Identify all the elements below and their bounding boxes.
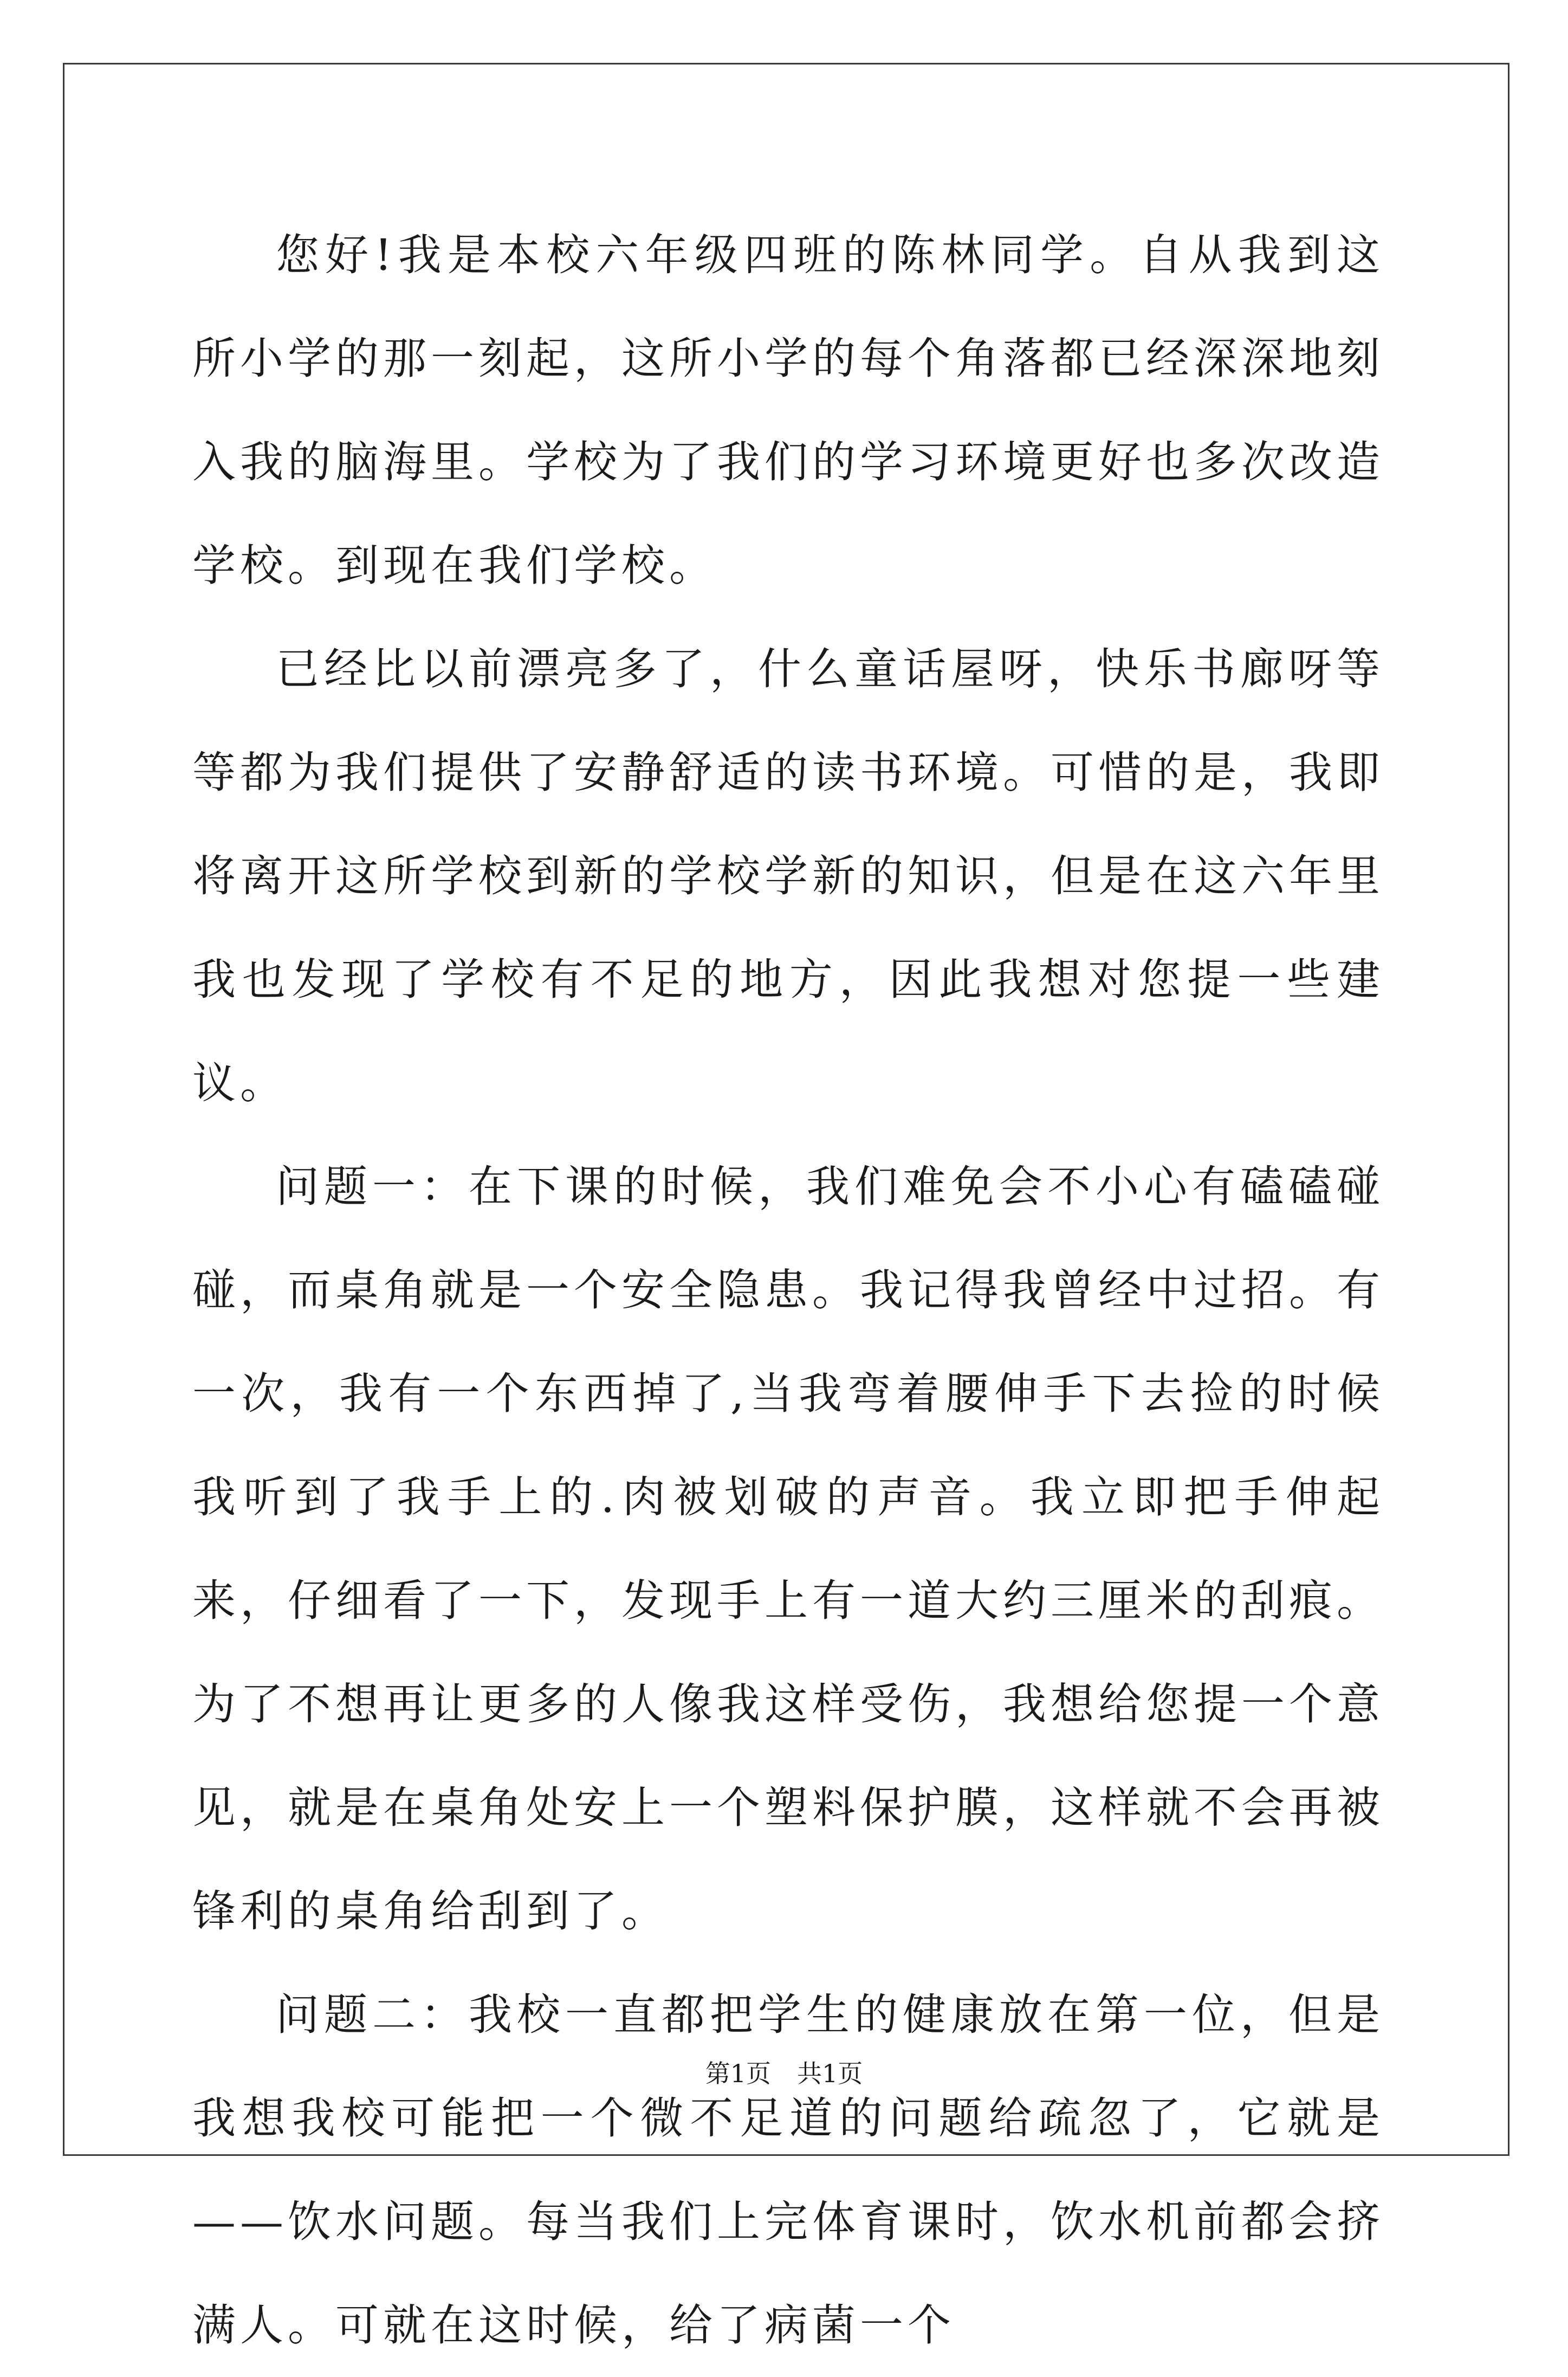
paragraph-2: 已经比以前漂亮多了，什么童话屋呀，快乐书廊呀等等都为我们提供了安静舒适的读书环境。可惜的是，我即将离开这所学校到新的学校学新的知识，但是在这六年里我也发现了学校有不足的地方，因此我想对您提一些建议。	[192, 644, 1384, 1108]
document-body	[192, 203, 1384, 2377]
paragraph-4: 问题二：我校一直都把学生的健康放在第一位，但是我想我校可能把一个微不足道的问题给疏忽了，它就是——饮水问题。每当我们上完体育课时，饮水机前都会挤满人。可就在这时候，给了病菌一个	[192, 1990, 1384, 2350]
page-number: 第1页	[705, 2059, 771, 2088]
page-total: 共1页	[797, 2059, 863, 2088]
paragraph-1: 您好!我是本校六年级四班的陈林同学。自从我到这所小学的那一刻起，这所小学的每个角落都已经深深地刻入我的脑海里。学校为了我们的学习环境更好也多次改造学校。到现在我们学校。	[192, 230, 1384, 591]
paragraph-3: 问题一：在下课的时候，我们难免会不小心有磕磕碰碰，而桌角就是一个安全隐患。我记得我曾经中过招。有一次，我有一个东西掉了,当我弯着腰伸手下去捡的时候我听到了我手上的.肉被划破的声音。我立即把手伸起来，仔细看了一下，发现手上有一道大约三厘米的刮痕。为了不想再让更多的人像我这样受伤，我想给您提一个意见，就是在桌角处安上一个塑料保护膜，这样就不会再被锋利的桌角给刮到了。	[192, 1161, 1384, 1936]
page-footer	[0, 2054, 1568, 2090]
